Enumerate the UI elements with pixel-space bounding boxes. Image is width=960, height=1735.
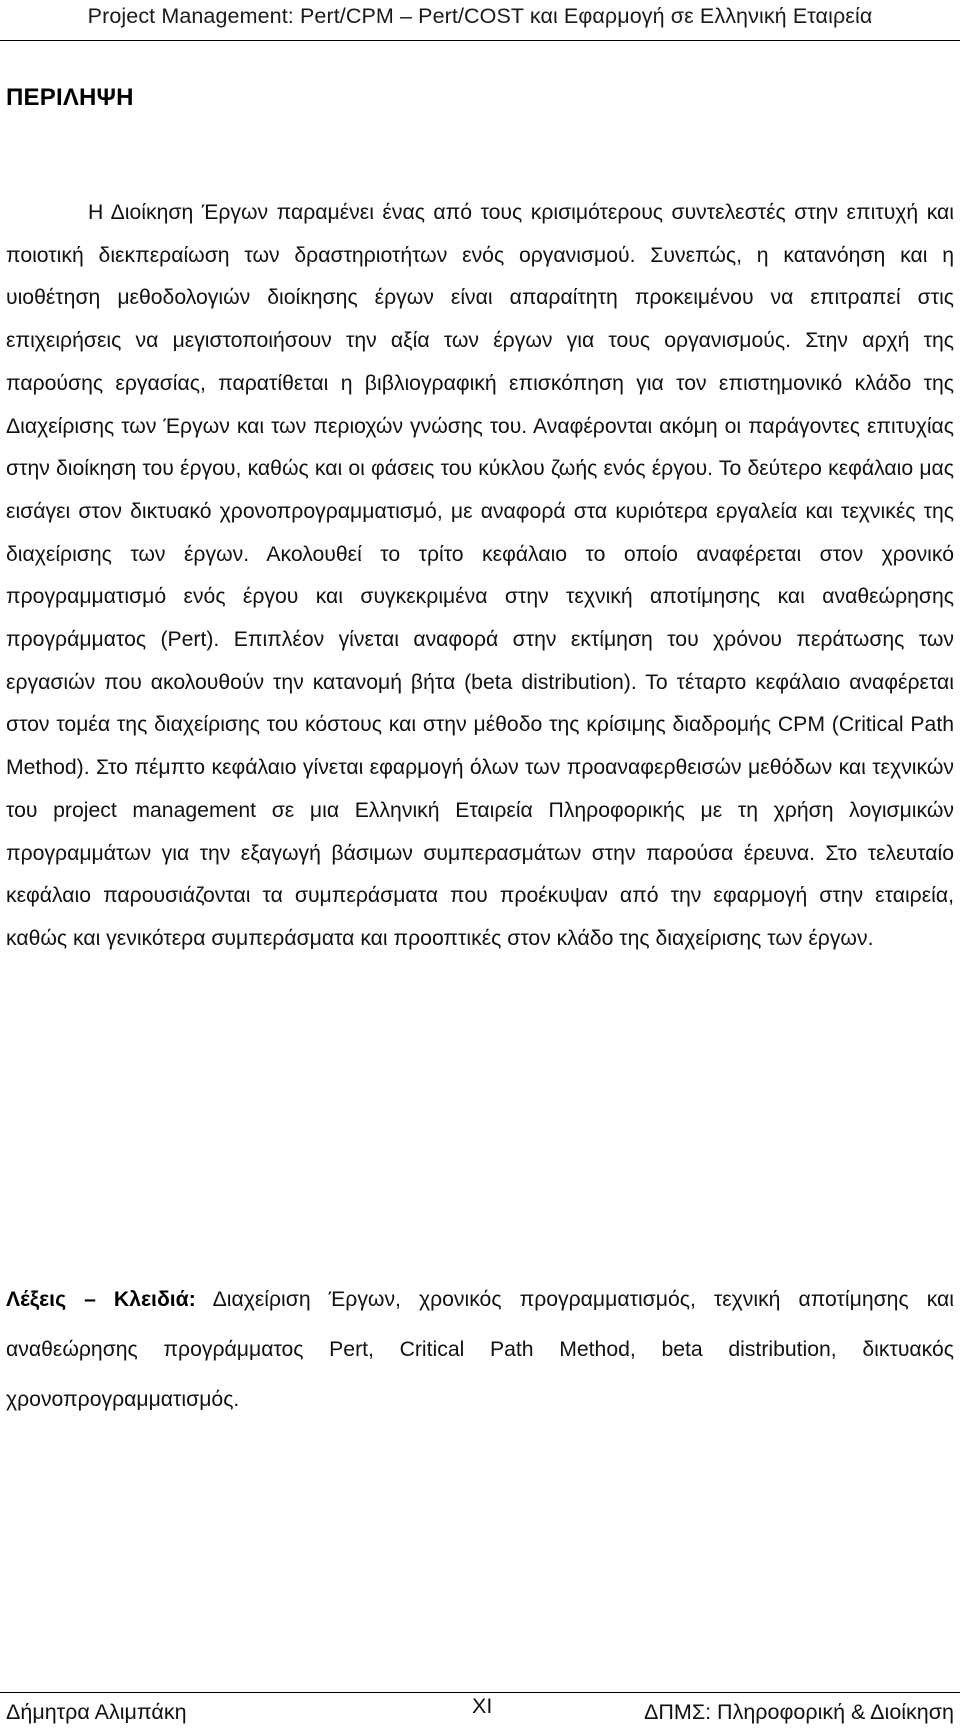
header-divider (0, 40, 960, 41)
page-footer (0, 1694, 960, 1732)
footer-page-number: XI (472, 1694, 493, 1718)
keywords-text: Διαχείριση Έργων, χρονικός προγραμματισμός, τεχνική αποτίμησης και αναθεώρησης προγράμματος Pert, Critical Path Method, beta distribution, δικτυακός χρονοπρογραμματισμός. (6, 1288, 954, 1411)
section-title: ΠΕΡΙΛΗΨΗ (6, 84, 134, 111)
keywords-paragraph (6, 1275, 954, 1425)
footer-author: Δήμητρα Αλιμπάκη (6, 1700, 187, 1724)
running-header: Project Management: Pert/CPM – Pert/COST και Εφαρμογή σε Ελληνική Εταιρεία (87, 4, 873, 28)
footer-divider (0, 1692, 960, 1693)
keywords-label: Λέξεις – Κλειδιά: (6, 1288, 196, 1311)
footer-program: ΔΠΜΣ: Πληροφορική & Διοίκηση (644, 1700, 954, 1724)
abstract-paragraph: Η Διοίκηση Έργων παραμένει ένας από τους κρισιμότερους συντελεστές στην επιτυχή και ποιοτική διεκπεραίωση των δραστηριοτήτων ενός οργανισμού. Συνεπώς, η κατανόηση και η υιοθέτηση μεθοδολογιών διοίκησης έργων είναι απαραίτητη προκειμένου να επιτραπεί στις επιχειρήσεις να μεγιστοποιήσουν την αξία των έργων για τους οργανισμούς. Στην αρχή της παρούσης εργασίας, παρατίθεται η βιβλιογραφική επισκόπηση για τον επιστημονικό κλάδο της Διαχείρισης των Έργων και των περιοχών γνώσης του. Αναφέρονται ακόμη οι παράγοντες επιτυχίας στην διοίκηση του έργου, καθώς και οι φάσεις του κύκλου ζωής ενός έργου. Το δεύτερο κεφάλαιο μας εισάγει στον δικτυακό χρονοπρογραμματισμό, με αναφορά στα κυριότερα εργαλεία και τεχνικές της διαχείρισης των έργων. Ακολουθεί το τρίτο κεφάλαιο το οποίο αναφέρεται στον χρονικό προγραμματισμό ενός έργου και συγκεκριμένα στην τεχνική αποτίμησης και αναθεώρησης προγράμματος (Pert). Επιπλέον γίνεται αναφορά στην εκτίμηση του χρόνου περάτωσης των εργασιών που ακολουθούν την κατανομή βήτα (beta distribution). Το τέταρτο κεφάλαιο αναφέρεται στον τομέα της διαχείρισης του κόστους και στην μέθοδο της κρίσιμης διαδρομής CPM (Critical Path Method). Στο πέμπτο κεφάλαιο γίνεται εφαρμογή όλων των προαναφερθεισών μεθόδων και τεχνικών του project management σε μια Ελληνική Εταιρεία Πληροφορικής με τη χρήση λογισμικών προγραμμάτων για την εξαγωγή βάσιμων συμπερασμάτων στην παρούσα έρευνα. Στο τελευταίο κεφάλαιο παρουσιάζονται τα συμπεράσματα που προέκυψαν από την εφαρμογή στην εταιρεία, καθώς και γενικότερα συμπεράσματα και προοπτικές στον κλάδο της διαχείρισης των έργων. (6, 201, 954, 950)
